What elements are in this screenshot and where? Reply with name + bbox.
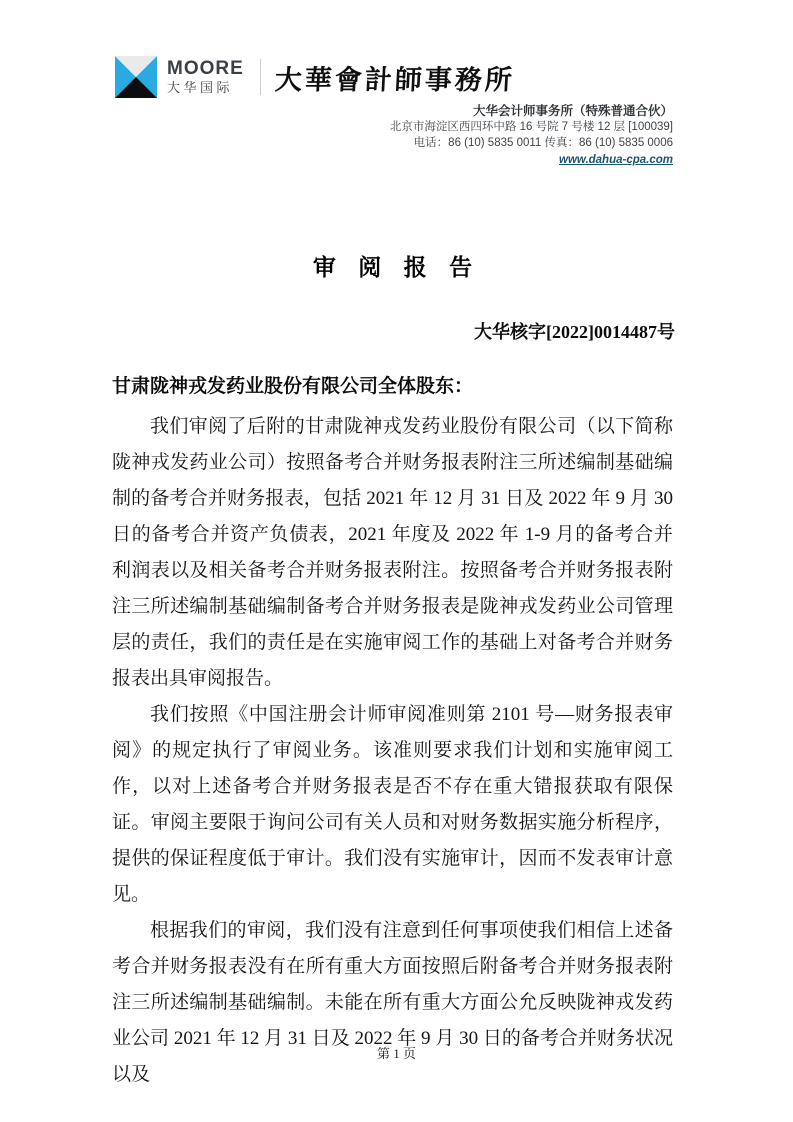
addressee-line: 甘肃陇神戎发药业股份有限公司全体股东： <box>112 376 474 397</box>
paragraph-conclusion: 根据我们的审阅，我们没有注意到任何事项使我们相信上述备考合并财务报表没有在所有重大方面按照后附备考合并财务报表附注三所述编制基础编制。未能在所有重大方面公允反映陇神戎发药业公司 2021 年 12 月 31 日及 2022 年 9 月 30 日的备考合并财务状况以及 <box>112 920 673 1085</box>
firm-legal-name: 大华会计师事务所（特殊普通合伙） <box>472 104 673 118</box>
logo-divider <box>260 59 261 95</box>
reference-number: 大华核字[2022]0014487号 <box>474 322 675 342</box>
brand-name-cn: 大华国际 <box>167 80 234 95</box>
brand-name: MOORE <box>167 58 244 79</box>
firm-address: 北京市海淀区西四环中路 16 号院 7 号楼 12 层 [100039] <box>389 121 673 133</box>
firm-website-link[interactable]: www.dahua-cpa.com <box>559 154 673 166</box>
report-body <box>112 409 673 1093</box>
brand-text <box>167 59 244 95</box>
firm-calligraphy-name: 大華會計師事務所 <box>273 64 516 96</box>
page-number: 第 1 页 <box>376 1046 416 1061</box>
paragraph-scope: 我们审阅了后附的甘肃陇神戎发药业股份有限公司（以下简称陇神戎发药业公司）按照备考合并财务报表附注三所述编制基础编制的备考合并财务报表，包括 2021 年 12 月 31 日及 2022 年 9 月 30 日的备考合并资产负债表，2021 年度及 2022 年 1-9 月的备考合并利润表以及相关备考合并财务报表附注。按照备考合并财务报表附注三所述编制基础编制备考合并财务报表是陇神戎发药业公司管理层的责任，我们的责任是在实施审阅工作的基础上对备考合并财务报表出具审阅报告。 <box>112 416 673 689</box>
moore-logo-icon <box>115 56 157 98</box>
firm-contact-block <box>390 103 673 168</box>
report-title: 审 阅 报 告 <box>312 254 481 280</box>
firm-phone-fax: 电话：86 (10) 5835 0011 传真：86 (10) 5835 0006 <box>413 137 673 149</box>
firm-logo <box>115 56 515 98</box>
paragraph-standards: 我们按照《中国注册会计师审阅准则第 2101 号—财务报表审阅》的规定执行了审阅业务。该准则要求我们计划和实施审阅工作，以对上述备考合并财务报表是否不存在重大错报获取有限保证。审阅主要限于询问公司有关人员和对财务数据实施分析程序，提供的保证程度低于审计。我们没有实施审计，因而不发表审计意见。 <box>112 704 673 905</box>
